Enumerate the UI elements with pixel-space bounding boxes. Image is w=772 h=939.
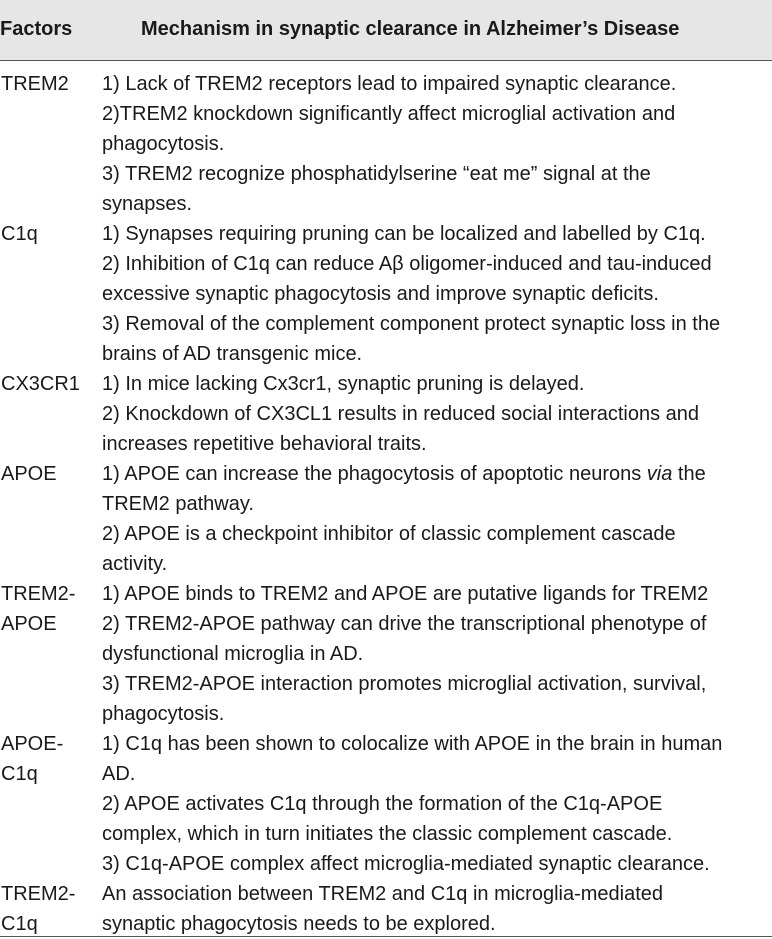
factor-cell (1, 69, 97, 99)
factor-label: APOE- (1, 733, 64, 755)
mechanism-line: synapses. (102, 193, 193, 215)
mechanism-line: synaptic phagocytosis needs to be explored. (102, 913, 496, 935)
factor-cell (1, 729, 97, 789)
mechanism-cell (102, 579, 772, 729)
mechanism-cell (102, 879, 772, 939)
factor-cell (1, 579, 97, 639)
mechanism-line: 3) TREM2 recognize phosphatidylserine “eat me” signal at the (102, 163, 651, 185)
mechanism-cell (102, 459, 772, 579)
mechanism-line: 2) Inhibition of C1q can reduce Aβ oligomer-induced and tau-induced (102, 253, 712, 275)
mechanism-line: 1) Synapses requiring pruning can be localized and labelled by C1q. (102, 223, 706, 245)
mechanism-line: increases repetitive behavioral traits. (102, 433, 427, 455)
table-header (0, 0, 772, 60)
mechanism-line: 3) TREM2-APOE interaction promotes microglial activation, survival, (102, 673, 707, 695)
factor-label: C1q (1, 223, 38, 245)
mechanism-cell (102, 369, 772, 459)
factor-label: C1q (1, 763, 38, 785)
factor-label: APOE (1, 463, 57, 485)
mechanism-line: An association between TREM2 and C1q in microglia-mediated (102, 883, 664, 905)
mechanism-line: 1) C1q has been shown to colocalize with APOE in the brain in human (102, 733, 723, 755)
factor-cell (1, 459, 97, 489)
mechanism-line: 2) Knockdown of CX3CL1 results in reduced social interactions and (102, 403, 699, 425)
mechanism-line: AD. (102, 763, 136, 785)
mechanism-line: 2) APOE is a checkpoint inhibitor of classic complement cascade (102, 523, 676, 545)
factor-label: CX3CR1 (1, 373, 80, 395)
factor-label: TREM2 (1, 73, 69, 95)
mechanism-text: the (677, 463, 706, 485)
mechanism-line: 3) Removal of the complement component protect synaptic loss in the (102, 313, 721, 335)
mechanism-line: 2)TREM2 knockdown significantly affect microglial activation and (102, 103, 676, 125)
mechanism-line: dysfunctional microglia in AD. (102, 643, 364, 665)
mechanism-line: 3) C1q-APOE complex affect microglia-mediated synaptic clearance. (102, 853, 710, 875)
factor-cell (1, 219, 97, 249)
mechanism-line: 1) Lack of TREM2 receptors lead to impaired synaptic clearance. (102, 73, 677, 95)
mechanism-line: brains of AD transgenic mice. (102, 343, 363, 365)
factor-label: C1q (1, 913, 38, 935)
mechanism-line (102, 459, 772, 489)
mechanism-line: 1) In mice lacking Cx3cr1, synaptic pruning is delayed. (102, 373, 585, 395)
mechanism-cell (102, 729, 772, 879)
mechanism-line: 2) APOE activates C1q through the formation of the C1q-APOE (102, 793, 663, 815)
factor-cell (1, 879, 97, 939)
factor-cell (1, 369, 97, 399)
mechanism-cell (102, 69, 772, 219)
header-mechanism: Mechanism in synaptic clearance in Alzheimer’s Disease (141, 18, 680, 40)
mechanism-line: excessive synaptic phagocytosis and improve synaptic deficits. (102, 283, 659, 305)
header-factors: Factors (0, 18, 73, 40)
mechanism-cell (102, 219, 772, 369)
mechanism-line: phagocytosis. (102, 703, 225, 725)
mechanism-line: phagocytosis. (102, 133, 225, 155)
mechanism-line: complex, which in turn initiates the classic complement cascade. (102, 823, 673, 845)
mechanism-line: activity. (102, 553, 168, 575)
mechanism-line: TREM2 pathway. (102, 493, 254, 515)
header-rule (0, 60, 772, 61)
mechanism-line: 1) APOE binds to TREM2 and APOE are putative ligands for TREM2 (102, 583, 709, 605)
mechanism-line: 2) TREM2-APOE pathway can drive the transcriptional phenotype of (102, 613, 707, 635)
italic-via: via (646, 463, 673, 485)
mechanism-text: 1) APOE can increase the phagocytosis of apoptotic neurons (102, 463, 642, 485)
factor-label: TREM2- (1, 883, 76, 905)
factor-label: APOE (1, 613, 57, 635)
factor-label: TREM2- (1, 583, 76, 605)
